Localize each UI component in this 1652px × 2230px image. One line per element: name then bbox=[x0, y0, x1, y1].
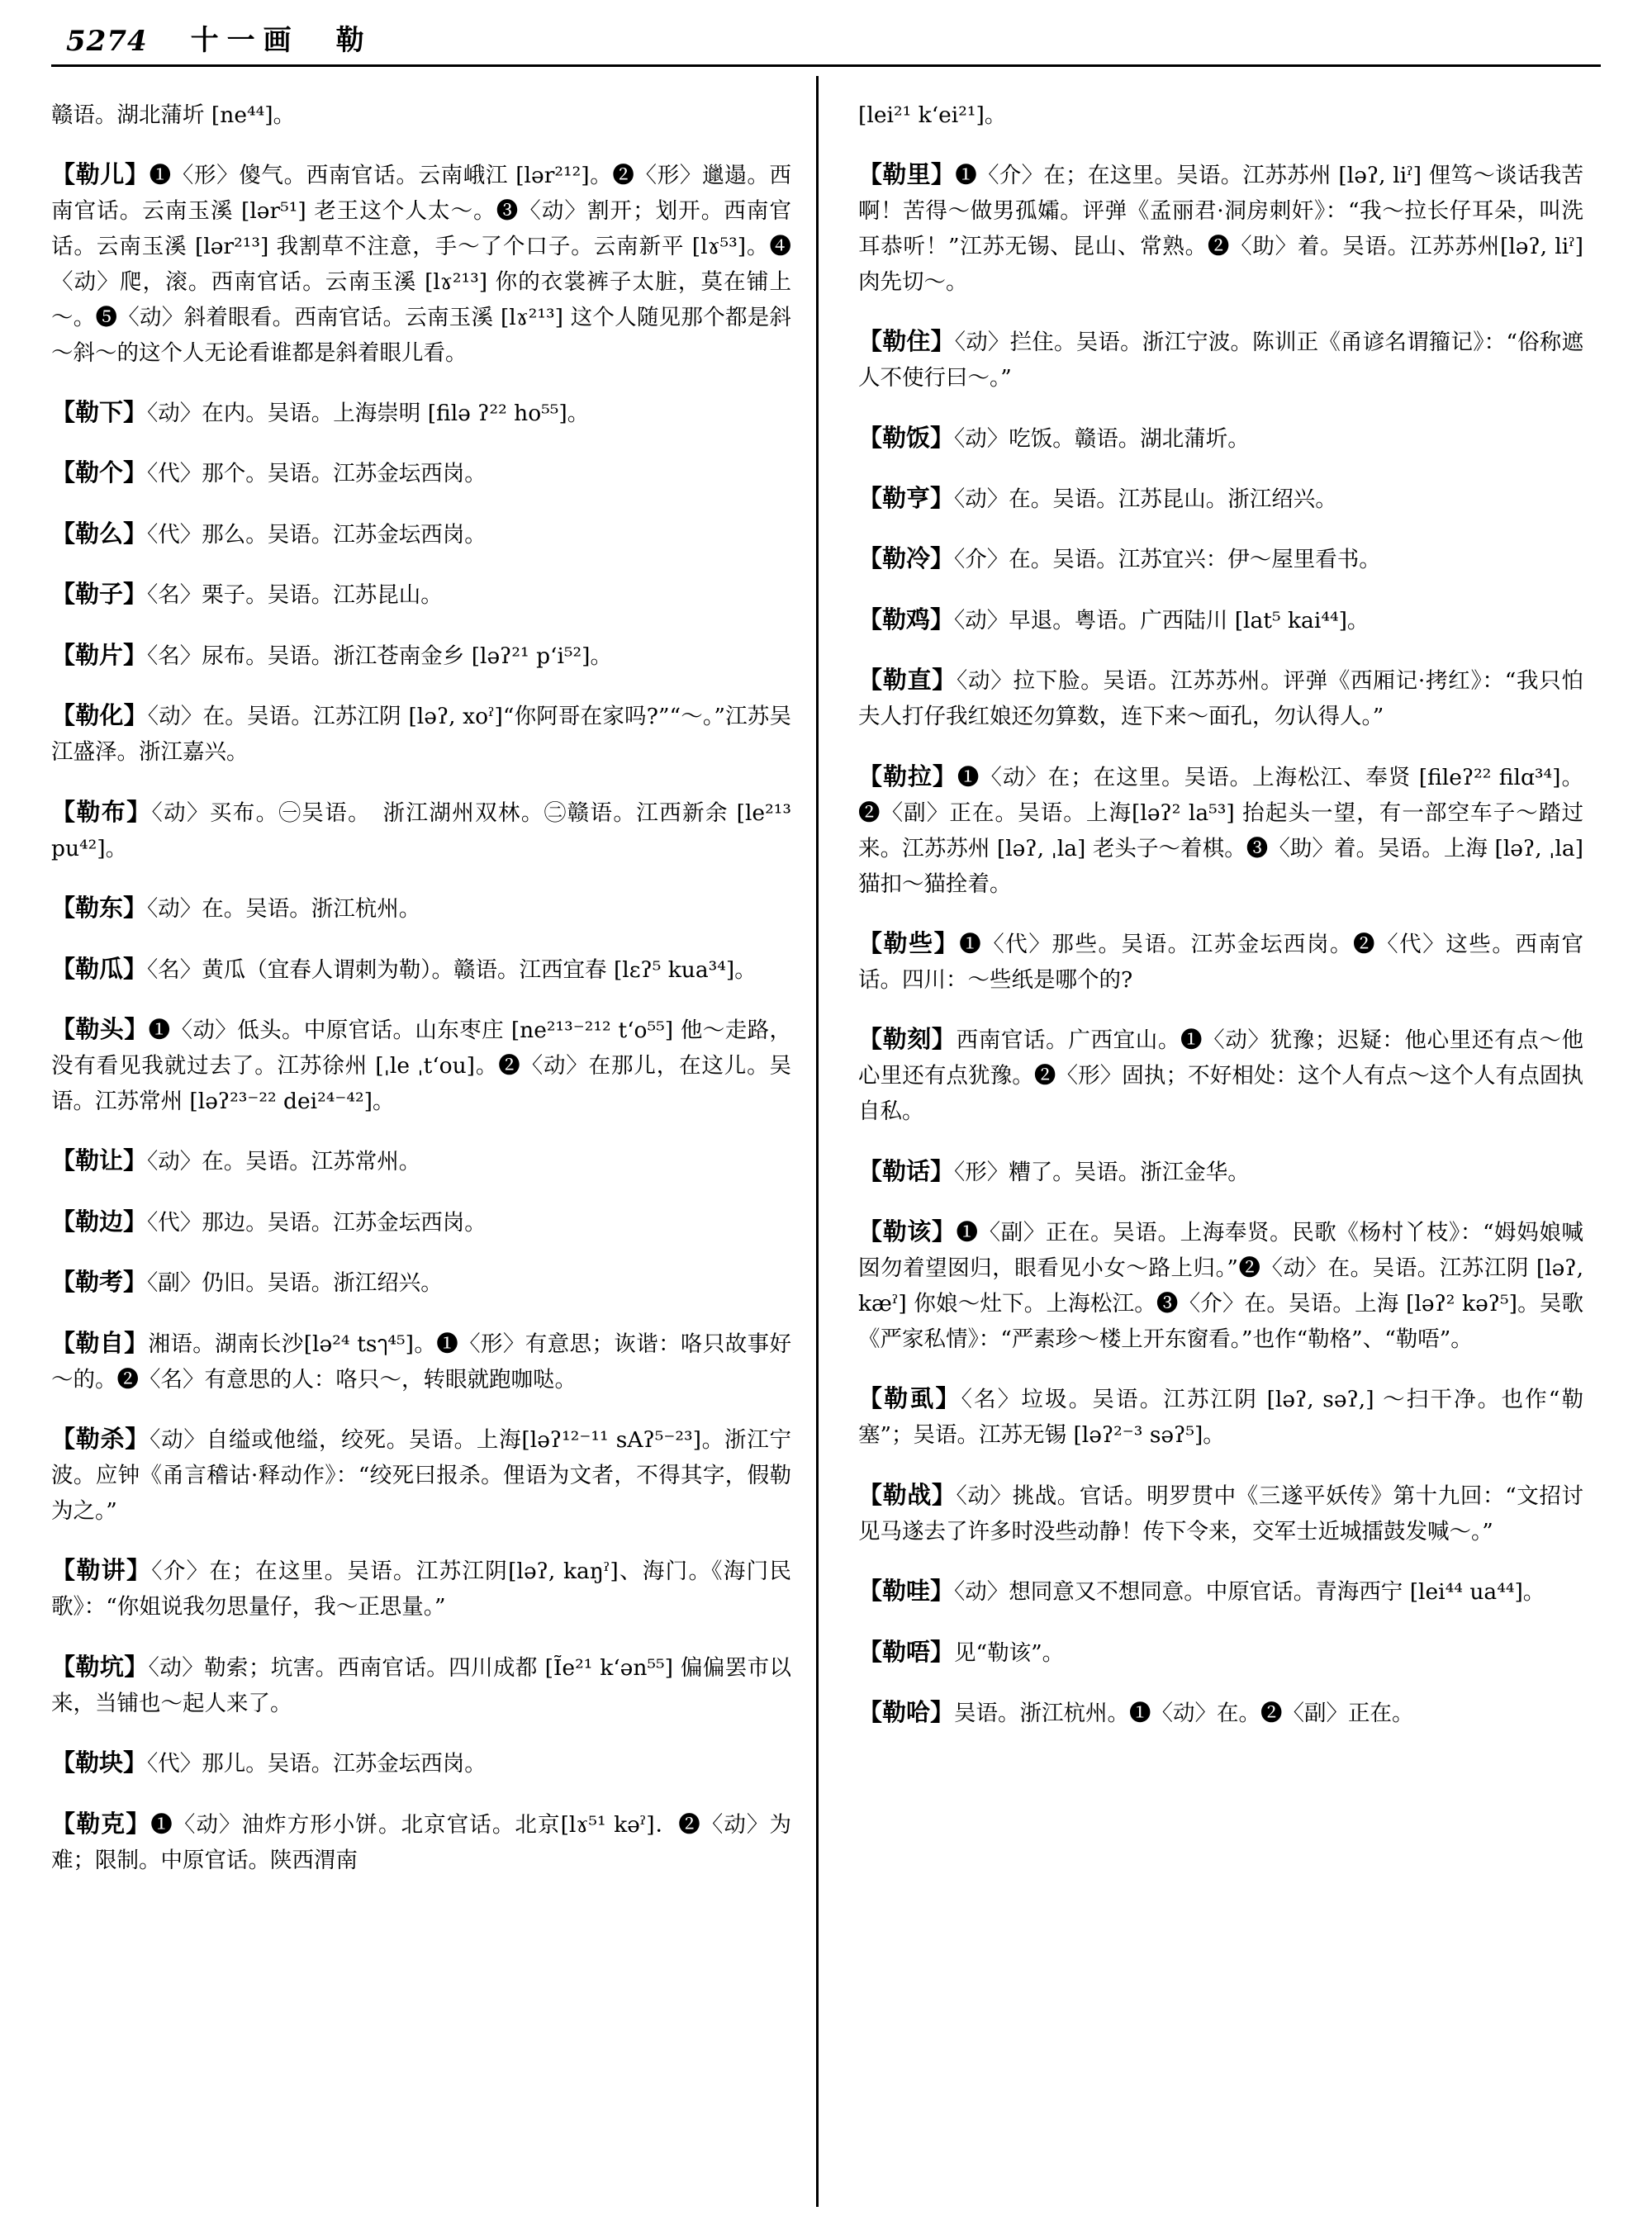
dictionary-entry bbox=[51, 155, 791, 372]
entry-continuation bbox=[858, 98, 1583, 134]
dictionary-entry bbox=[51, 393, 791, 432]
entry-body: 吴语。浙江杭州。❶〈动〉在。❷〈副〉正在。 bbox=[954, 1701, 1414, 1727]
dictionary-entry bbox=[858, 757, 1583, 903]
entry-body: ❶〈动〉油炸方形小饼。北京官话。北京[lɤ⁵¹ kəˀ]．❷〈动〉为难；限制。中原官话。陕西渭南 bbox=[51, 1811, 791, 1873]
entry-body: 〈名〉垃圾。吴语。江苏江阴 [ləʔ, səʔ,] ～扫干净。也作“勒塞”；吴语。江苏无锡 [ləʔ²⁻³ səʔ⁵]。 bbox=[858, 1387, 1583, 1449]
entry-body: 〈动〉吃饭。赣语。湖北蒲圻。 bbox=[954, 425, 1250, 452]
dictionary-entry bbox=[51, 1420, 791, 1530]
entry-headword: 【勒东】 bbox=[51, 894, 148, 923]
dictionary-entry bbox=[858, 1020, 1583, 1130]
entry-body: 〈动〉买布。㊀吴语。 浙江湖州双林。㊁赣语。江西新余 [le²¹³ pu⁴²]。 bbox=[51, 799, 791, 861]
dictionary-entry bbox=[858, 1212, 1583, 1358]
entry-body: 〈代〉那儿。吴语。江苏金坛西岗。 bbox=[147, 1751, 487, 1777]
entry-body: 〈介〉在。吴语。江苏宜兴：伊～屋里看书。 bbox=[954, 547, 1381, 573]
entry-body: 西南官话。广西宜山。❶〈动〉犹豫；迟疑：他心里还有点～他心里还有点犹豫。❷〈形〉固执；不好相处：这个人有点～这个人有点固执自私。 bbox=[858, 1027, 1583, 1125]
entry-body: 〈动〉自缢或他缢，绞死。吴语。上海[ləʔ¹²⁻¹¹ sAʔ⁵⁻²³]。浙江宁波。应钟《甬言稽诂·释动作》：“绞死曰报杀。俚语为文者，不得其字，假勒为之。” bbox=[51, 1427, 791, 1525]
entry-headword: 【勒饭】 bbox=[858, 423, 955, 452]
dictionary-entry bbox=[858, 600, 1583, 639]
dictionary-entry bbox=[51, 1141, 791, 1180]
entry-body: ❶〈形〉傻气。西南官话。云南峨江 [lər²¹²]。❷〈形〉邋遢。西南官话。云南玉溪 [lər⁵¹] 老王这个人太～。❸〈动〉割开；划开。西南官话。云南玉溪 [lər²¹³] 我割草不注意，手～了个口子。云南新平 [lɤ⁵³]。❹〈动〉爬，滚。西南官话。云南玉溪 [lɤ²¹³] 你的衣裳裤子太脏，莫在铺上～。❺〈动〉斜着眼看。西南官话。云南玉溪 [lɤ²¹³] 这个人随见那个都是斜～斜～的这个人无论看谁都是斜着眼儿看。 bbox=[51, 162, 791, 366]
column-divider bbox=[816, 76, 819, 2207]
entry-headword: 【勒边】 bbox=[51, 1207, 148, 1236]
dictionary-entry bbox=[51, 1203, 791, 1241]
entry-body: 〈形〉糟了。吴语。浙江金华。 bbox=[954, 1159, 1250, 1185]
entry-body: 〈代〉那个。吴语。江苏金坛西岗。 bbox=[147, 461, 487, 487]
entry-body: 〈动〉在。吴语。江苏江阴 [ləʔ, xoˀ]“你阿哥在家吗?”“～。”江苏吴江盛泽。浙江嘉兴。 bbox=[51, 704, 791, 766]
entry-body: 〈代〉那边。吴语。江苏金坛西岗。 bbox=[147, 1209, 487, 1236]
entry-headword: 【勒该】 bbox=[858, 1217, 957, 1246]
entry-headword: 【勒住】 bbox=[858, 327, 955, 356]
entry-headword: 【勒直】 bbox=[858, 666, 957, 695]
dictionary-entry bbox=[51, 636, 791, 675]
entry-body: 〈动〉在。吴语。浙江杭州。 bbox=[147, 896, 421, 923]
entry-body: 〈动〉勒索；坑害。西南官话。四川成都 [Ĩe²¹ kʻən⁵⁵] 偏偏罢市以来，当铺也～起人来了。 bbox=[51, 1654, 791, 1716]
header-rule bbox=[51, 64, 1601, 67]
dictionary-entry bbox=[858, 479, 1583, 518]
entry-body: 〈动〉在。吴语。江苏常州。 bbox=[147, 1149, 421, 1175]
entry-headword: 【勒些】 bbox=[858, 929, 960, 958]
dictionary-entry bbox=[858, 1476, 1583, 1550]
entry-headword: 【勒虱】 bbox=[858, 1384, 961, 1413]
dictionary-entry bbox=[858, 1633, 1583, 1672]
entry-headword: 【勒冷】 bbox=[858, 544, 955, 573]
dictionary-entry bbox=[51, 950, 791, 989]
entry-body: ❶〈代〉那些。吴语。江苏金坛西岗。❷〈代〉这些。西南官话。四川：～些纸是哪个的? bbox=[858, 932, 1583, 994]
dictionary-entry bbox=[51, 696, 791, 771]
entry-headword: 【勒杀】 bbox=[51, 1425, 150, 1454]
entry-body: 〈副〉仍旧。吴语。浙江绍兴。 bbox=[147, 1270, 443, 1297]
entry-body: 见“勒该”。 bbox=[954, 1639, 1065, 1666]
entry-headword: 【勒哇】 bbox=[858, 1577, 955, 1606]
dictionary-entry bbox=[51, 1805, 791, 1879]
entry-body: 〈动〉挑战。官话。明罗贯中《三遂平妖传》第十九回：“文招讨见马遂去了许多时没些动静！传下令来，交军士近城擂鼓发喊～。” bbox=[858, 1483, 1583, 1544]
dictionary-entry bbox=[51, 889, 791, 928]
dictionary-entry bbox=[51, 1263, 791, 1302]
entry-body: 湘语。湖南长沙[lə²⁴ tsๅ⁴⁵]。❶〈形〉有意思；诙谐：咯只故事好～的。❷〈名〉有意思的人：咯只～，转眼就跑咖哒。 bbox=[51, 1331, 791, 1393]
page-header bbox=[66, 15, 1586, 58]
dictionary-entry bbox=[858, 1152, 1583, 1191]
dictionary-entry bbox=[858, 419, 1583, 458]
entry-body: ❶〈动〉低头。中原官话。山东枣庄 [ne²¹³⁻²¹² tʻo⁵⁵] 他～走路，没有看见我就过去了。江苏徐州 [ˌle ˌtʻou]。❷〈动〉在那儿，在这儿。吴语。江苏常州 [ləʔ²³⁻²² dei²⁴⁻⁴²]。 bbox=[51, 1018, 791, 1114]
entry-body: 〈动〉在内。吴语。上海崇明 [filə ʔ²² ho⁵⁵]。 bbox=[147, 401, 590, 426]
entry-headword: 【勒鸡】 bbox=[858, 605, 955, 633]
entry-body: ❶〈介〉在；在这里。吴语。江苏苏州 [ləʔ, liˀ] 俚笃～谈话我苦啊！苦得～做男孤孀。评弹《孟丽君·洞房刺奸》：“我～拉长仔耳朵，叫洗耳恭听！”江苏无锡、昆山、常熟。❷〈助〉着。吴语。江苏苏州[ləʔ, liˀ] 肉先切～。 bbox=[858, 162, 1583, 295]
dictionary-entry bbox=[51, 1744, 791, 1782]
entry-headword: 【勒战】 bbox=[858, 1480, 957, 1509]
dictionary-entry bbox=[858, 1572, 1583, 1611]
entry-body: 〈名〉栗子。吴语。江苏昆山。 bbox=[147, 582, 443, 609]
entry-body: 〈动〉拦住。吴语。浙江宁波。陈训正《甬谚名谓籀记》：“俗称遮人不使行曰～。” bbox=[858, 330, 1583, 391]
column-right bbox=[825, 76, 1583, 2207]
entry-headword: 【勒唔】 bbox=[858, 1637, 955, 1666]
entry-headword: 【勒自】 bbox=[51, 1328, 149, 1357]
entry-body: 〈名〉尿布。吴语。浙江苍南金乡 [ləʔ²¹ pʻi⁵²]。 bbox=[147, 643, 613, 669]
entry-headword: 【勒拉】 bbox=[858, 762, 957, 790]
entry-body: 〈动〉想同意又不想同意。中原官话。青海西宁 [lei⁴⁴ ua⁴⁴]。 bbox=[954, 1579, 1545, 1606]
dictionary-entry bbox=[858, 155, 1583, 301]
entry-headword: 【勒片】 bbox=[51, 640, 148, 669]
entry-headword: 【勒布】 bbox=[51, 797, 152, 826]
entry-headword: 【勒头】 bbox=[51, 1015, 149, 1044]
entry-headword: 【勒化】 bbox=[51, 701, 148, 730]
entry-headword: 【勒儿】 bbox=[51, 159, 150, 188]
columns-container bbox=[51, 76, 1601, 2207]
dictionary-entry bbox=[858, 1693, 1583, 1732]
dictionary-entry bbox=[51, 575, 791, 614]
dictionary-entry bbox=[858, 924, 1583, 999]
entry-headword: 【勒哈】 bbox=[858, 1698, 955, 1727]
entry-headword: 【勒讲】 bbox=[51, 1556, 152, 1585]
entry-body: ❶〈副〉正在。吴语。上海奉贤。民歌《杨村丫枝》：“姆妈娘喊囡勿着望囡归，眼看见小女～路上归。”❷〈动〉在。吴语。江苏江阴 [ləʔ, kæˀ] 你娘～灶下。上海松江。❸〈介〉在。吴语。上海 [ləʔ² kəʔ⁵]。吴歌《严家私情》：“严素珍～楼上开东窗看。”也作“勒格”、“勒唔”。 bbox=[858, 1220, 1583, 1353]
dictionary-entry bbox=[51, 1648, 791, 1722]
entry-headword: 【勒么】 bbox=[51, 519, 148, 548]
entry-headword: 【勒子】 bbox=[51, 580, 148, 609]
entry-headword: 【勒克】 bbox=[51, 1809, 151, 1838]
running-head: 十一画 勒 bbox=[190, 24, 373, 57]
entry-body: ❶〈动〉在；在这里。吴语。上海松江、奉贤 [fileʔ²² filɑ³⁴]。❷〈副〉正在。吴语。上海[ləʔ² la⁵³] 抬起头一望，有一部空车子～踏过来。江苏苏州 [ləʔ, ˌla] 老头子～着棋。❸〈助〉着。吴语。上海 [ləʔ, ˌla] 猫扣～猫拴着。 bbox=[858, 764, 1583, 897]
entry-headword: 【勒话】 bbox=[858, 1156, 955, 1185]
entry-body: 〈名〉黄瓜（宜春人谓刺为勒）。赣语。江西宜春 [lɛʔ⁵ kua³⁴]。 bbox=[147, 956, 757, 983]
entry-headword: 【勒里】 bbox=[858, 159, 956, 188]
entry-headword: 【勒块】 bbox=[51, 1748, 148, 1777]
entry-headword: 【勒考】 bbox=[51, 1268, 148, 1297]
dictionary-entry bbox=[51, 793, 791, 867]
dictionary-entry bbox=[858, 661, 1583, 735]
entry-headword: 【勒亨】 bbox=[858, 484, 955, 513]
entry-headword: 【勒让】 bbox=[51, 1146, 148, 1175]
entry-body: 〈代〉那么。吴语。江苏金坛西岗。 bbox=[147, 521, 487, 548]
dictionary-entry bbox=[858, 322, 1583, 396]
dictionary-entry bbox=[51, 515, 791, 553]
entry-body: [lei²¹ kʻei²¹]。 bbox=[858, 102, 1007, 128]
entry-headword: 【勒个】 bbox=[51, 458, 148, 487]
column-left bbox=[51, 76, 809, 2207]
entry-continuation bbox=[51, 98, 791, 134]
folio-number: 5274 bbox=[66, 25, 148, 58]
dictionary-entry bbox=[51, 453, 791, 492]
entry-body: 〈介〉在；在这里。吴语。江苏江阴[ləʔ, kaŋˀ]、海门。《海门民歌》：“你姐说我勿思量仔，我～正思量。” bbox=[51, 1559, 791, 1620]
entry-headword: 【勒下】 bbox=[51, 398, 148, 426]
entry-body: 〈动〉早退。粤语。广西陆川 [lat⁵ kai⁴⁴]。 bbox=[954, 607, 1370, 633]
entry-body: 〈动〉拉下脸。吴语。江苏苏州。评弹《西厢记·拷红》：“我只怕夫人打仔我红娘还勿算数，连下来～面孔，勿认得人。” bbox=[858, 668, 1583, 730]
entry-body: 赣语。湖北蒲圻 [ne⁴⁴]。 bbox=[51, 102, 296, 128]
dictionary-entry bbox=[51, 1010, 791, 1120]
dictionary-entry bbox=[51, 1551, 791, 1625]
entry-headword: 【勒刻】 bbox=[858, 1025, 957, 1054]
entry-headword: 【勒瓜】 bbox=[51, 954, 148, 983]
dictionary-entry bbox=[858, 1379, 1583, 1454]
entry-headword: 【勒坑】 bbox=[51, 1652, 149, 1681]
entry-body: 〈动〉在。吴语。江苏昆山。浙江绍兴。 bbox=[954, 486, 1337, 513]
dictionary-entry bbox=[858, 539, 1583, 578]
dictionary-entry bbox=[51, 1324, 791, 1398]
